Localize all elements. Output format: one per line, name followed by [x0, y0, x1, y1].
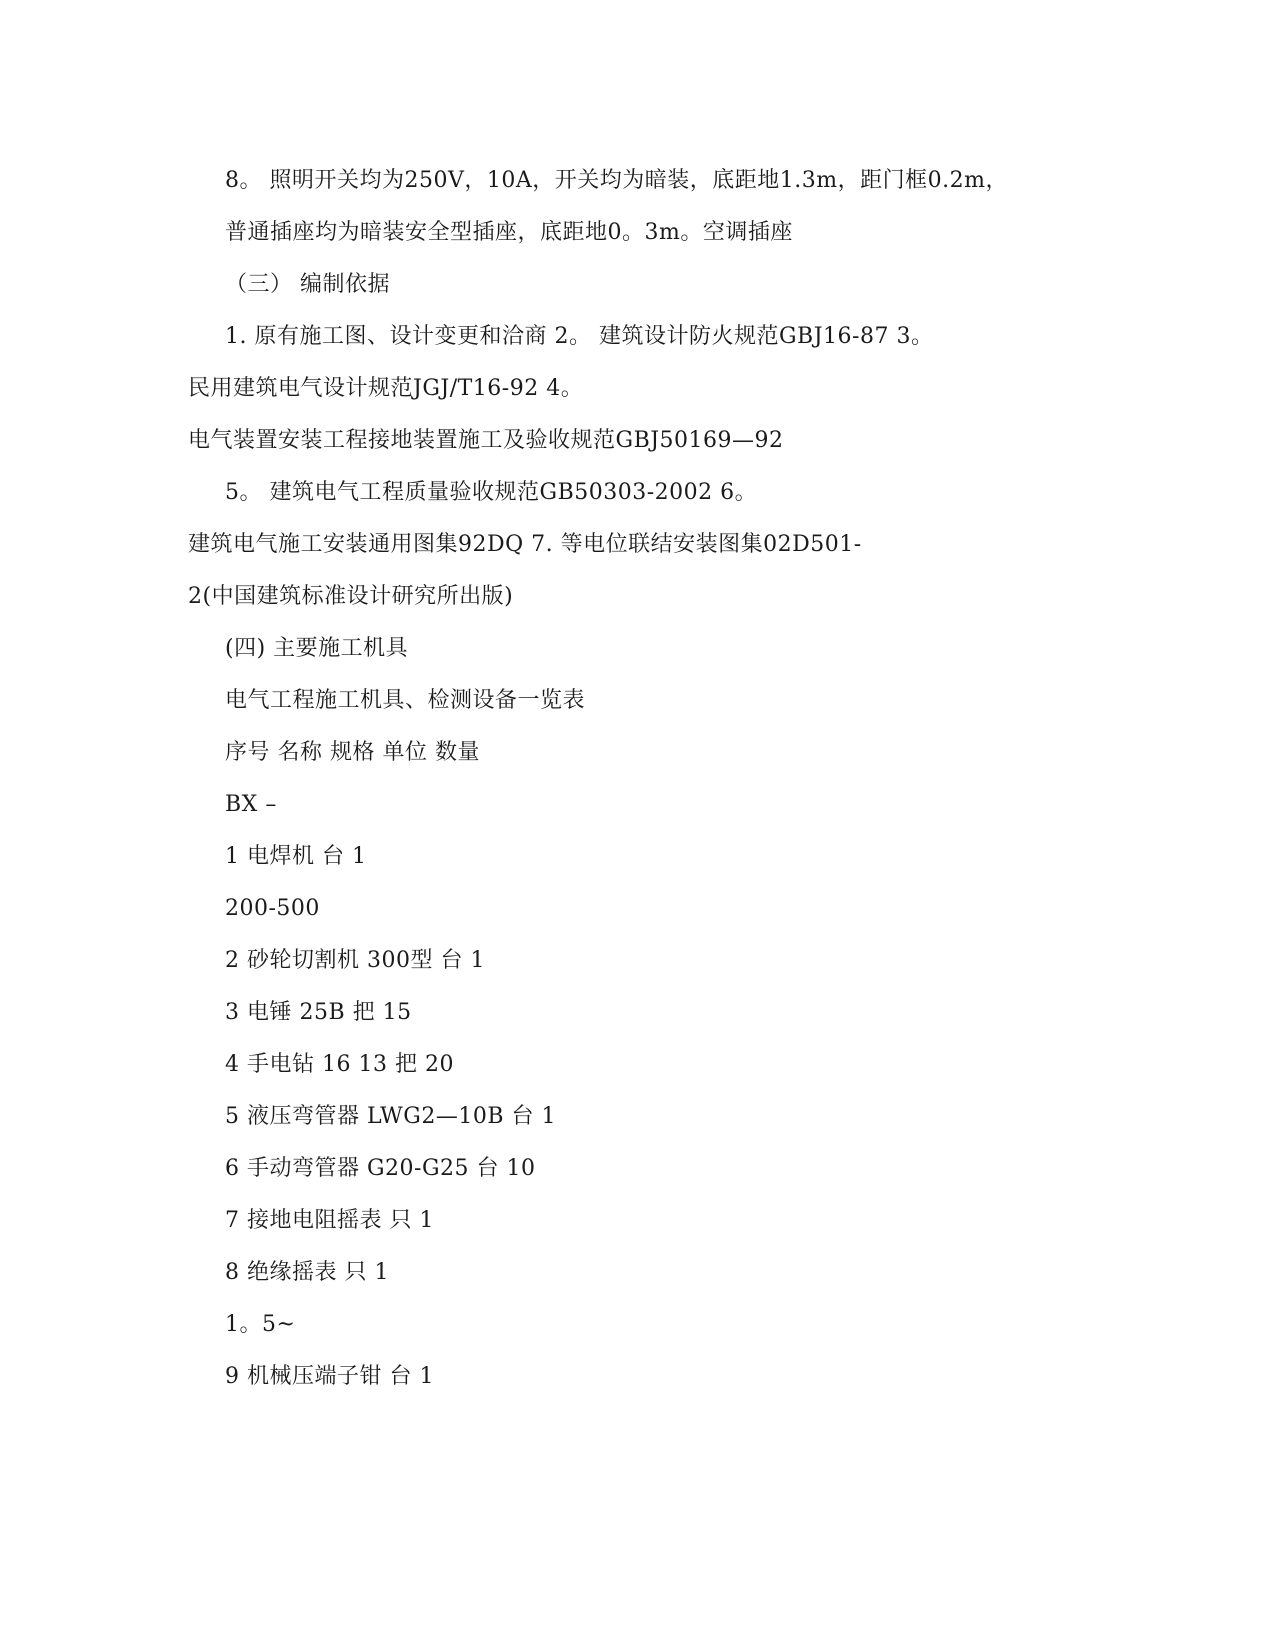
- basis-line-5: 建筑电气施工安装通用图集92DQ 7. 等电位联结安装图集02D501-: [188, 532, 862, 557]
- basis-line-2: 民用建筑电气设计规范JGJ/T16-92 4。: [188, 376, 584, 401]
- table-row: 9 机械压端子钳 台 1: [225, 1364, 434, 1389]
- table-row: 8 绝缘摇表 只 1: [225, 1260, 389, 1285]
- table-row: 6 手动弯管器 G20-G25 台 10: [225, 1156, 536, 1181]
- basis-line-3: 电气装置安装工程接地装置施工及验收规范GBJ50169—92: [188, 428, 784, 453]
- table-row: 3 电锤 25B 把 15: [225, 1000, 412, 1025]
- table-row: BX –: [225, 792, 277, 817]
- table-row: 1 电焊机 台 1: [225, 844, 367, 869]
- section-heading-tools: (四) 主要施工机具: [225, 636, 409, 661]
- table-header: 序号 名称 规格 单位 数量: [225, 740, 480, 765]
- basis-line-4: 5。 建筑电气工程质量验收规范GB50303-2002 6。: [225, 480, 758, 505]
- table-row: 7 接地电阻摇表 只 1: [225, 1208, 434, 1233]
- table-row: 200-500: [225, 896, 320, 921]
- paragraph-sockets: 普通插座均为暗装安全型插座，底距地0。3m。空调插座: [225, 220, 793, 245]
- table-row: 2 砂轮切割机 300型 台 1: [225, 948, 485, 973]
- table-title: 电气工程施工机具、检测设备一览表: [225, 688, 586, 713]
- basis-line-6: 2(中国建筑标准设计研究所出版): [188, 584, 514, 609]
- paragraph-lighting-switch: 8。 照明开关均为250V，10A，开关均为暗装，底距地1.3m，距门框0.2m，: [225, 168, 1008, 193]
- table-row: 4 手电钻 16 13 把 20: [225, 1052, 454, 1077]
- basis-line-1: 1. 原有施工图、设计变更和洽商 2。 建筑设计防火规范GBJ16-87 3。: [225, 324, 934, 349]
- table-row: 1。5~: [225, 1312, 296, 1337]
- section-heading-basis: （三） 编制依据: [225, 272, 390, 297]
- table-row: 5 液压弯管器 LWG2—10B 台 1: [225, 1104, 557, 1129]
